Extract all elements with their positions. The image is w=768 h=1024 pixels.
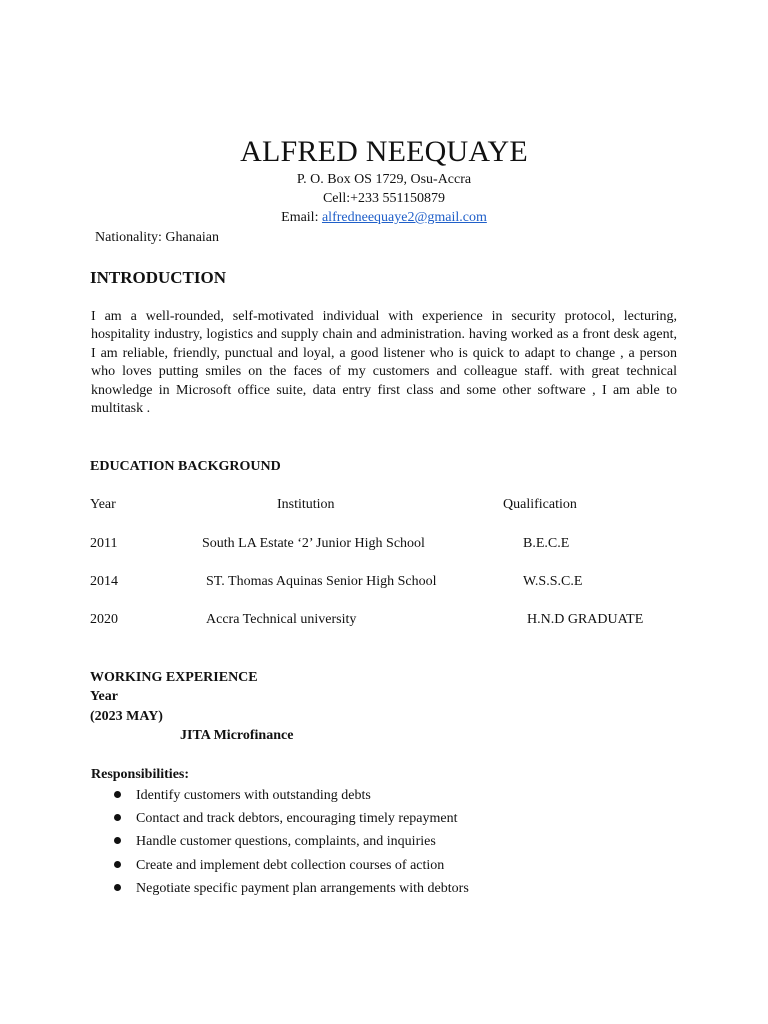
education-column-institution: Institution bbox=[277, 497, 335, 512]
postal-address: P. O. Box OS 1729, Osu-Accra bbox=[296, 172, 472, 187]
education-row-institution: ST. Thomas Aquinas Senior High School bbox=[206, 574, 437, 589]
education-row-qualification: W.S.S.C.E bbox=[523, 574, 583, 589]
list-item bbox=[0, 833, 768, 856]
education-row-qualification: B.E.C.E bbox=[523, 536, 570, 551]
list-item bbox=[0, 880, 768, 903]
list-item bbox=[0, 810, 768, 833]
introduction-text: I am a well-rounded, self-motivated individual with experience in security protocol, lecturing, hospitality industry, logistics and supply chain and administration. having worked as a front desk agent, I am reliable, friendly, punctual and loyal, a good listener who is quick to adapt to change , a person who loves putting smiles on the faces of my customers and colleague staff. with great technical knowledge in Microsoft office suite, data entry first class and some other software , I am able to multitask . bbox=[91, 309, 677, 417]
education-row-institution: Accra Technical university bbox=[206, 612, 357, 627]
work-year-value: (2023 MAY) bbox=[90, 709, 163, 724]
bullet-icon bbox=[114, 791, 121, 798]
email-link[interactable]: alfredneequaye2@gmail.com bbox=[321, 210, 487, 225]
education-column-qualification: Qualification bbox=[503, 497, 577, 512]
education-row-year: 2020 bbox=[90, 612, 118, 627]
responsibility-text: Create and implement debt collection courses of action bbox=[136, 857, 445, 873]
email-label: Email: bbox=[281, 210, 322, 225]
phone-number: Cell:+233 551150879 bbox=[322, 191, 446, 206]
company-name: JITA Microfinance bbox=[180, 728, 294, 743]
responsibilities-list bbox=[0, 787, 768, 903]
education-row-year: 2014 bbox=[90, 574, 118, 589]
work-experience-heading: WORKING EXPERIENCE bbox=[90, 670, 258, 685]
bullet-icon bbox=[114, 837, 121, 844]
list-item bbox=[0, 787, 768, 810]
bullet-icon bbox=[114, 884, 121, 891]
bullet-icon bbox=[114, 814, 121, 821]
responsibility-text: Negotiate specific payment plan arrangements with debtors bbox=[136, 880, 469, 896]
responsibility-text: Contact and track debtors, encouraging timely repayment bbox=[136, 811, 458, 827]
introduction-heading: INTRODUCTION bbox=[90, 268, 227, 287]
applicant-name: ALFRED NEEQUAYE bbox=[240, 135, 528, 168]
education-row-year: 2011 bbox=[90, 536, 118, 551]
responsibilities-label: Responsibilities: bbox=[91, 767, 190, 782]
bullet-icon bbox=[114, 861, 121, 868]
list-item bbox=[0, 857, 768, 880]
work-year-label: Year bbox=[90, 689, 118, 704]
nationality: Nationality: Ghanaian bbox=[95, 230, 220, 245]
education-row-institution: South LA Estate ‘2’ Junior High School bbox=[202, 536, 425, 551]
education-column-year: Year bbox=[90, 497, 116, 512]
education-row-qualification: H.N.D GRADUATE bbox=[527, 612, 644, 627]
email-line bbox=[0, 209, 768, 227]
responsibility-text: Identify customers with outstanding debts bbox=[136, 788, 371, 803]
responsibility-text: Handle customer questions, complaints, and inquiries bbox=[136, 834, 436, 850]
education-heading: EDUCATION BACKGROUND bbox=[90, 459, 281, 474]
